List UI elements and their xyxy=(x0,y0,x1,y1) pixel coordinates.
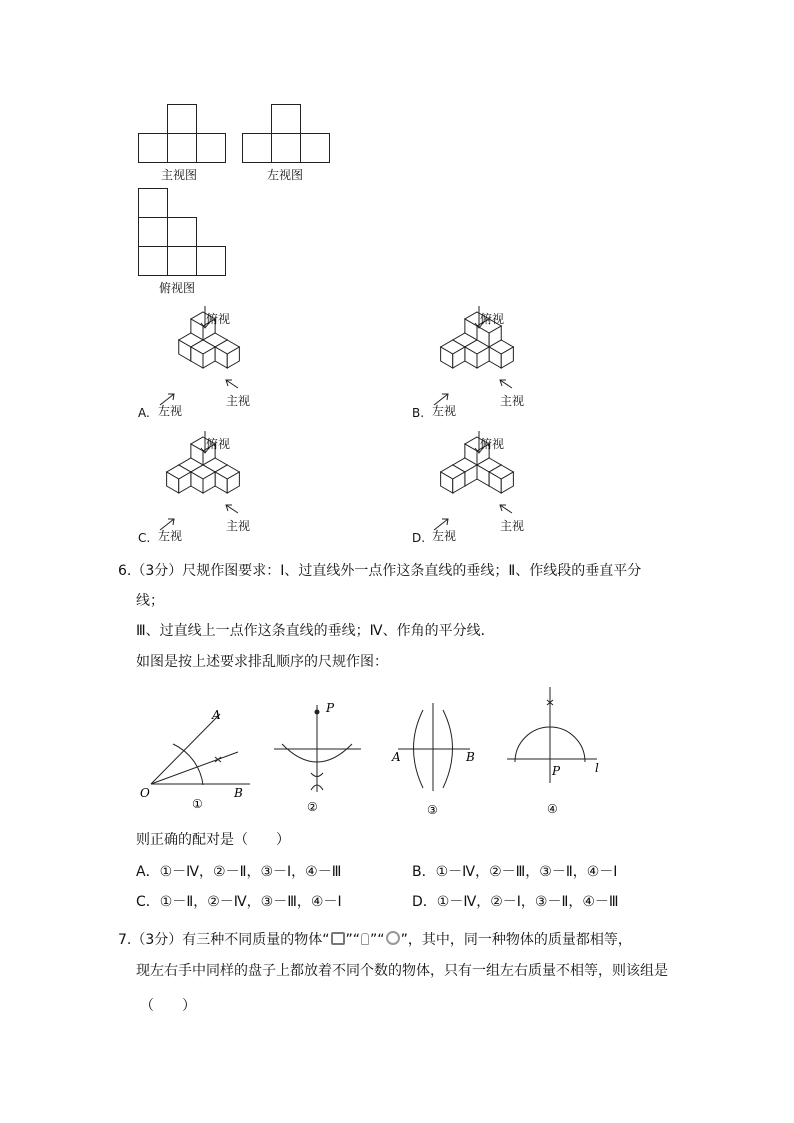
q6-line4: 如图是按上述要求排乱顺序的尺规作图： xyxy=(136,654,388,670)
left-view-label: 左视图 xyxy=(267,168,304,182)
top-view-label: 俯视 xyxy=(480,437,505,451)
q6-option-a[interactable]: A．①－Ⅳ，②－Ⅱ，③－Ⅰ，④－Ⅲ xyxy=(136,864,342,880)
figure-4-perpendicular-at-point xyxy=(505,685,615,815)
label-A: A xyxy=(212,708,221,722)
label-P: P xyxy=(326,701,335,715)
front-view-arrow-icon xyxy=(500,505,512,513)
q7-line2: 现左右手中同样的盘子上都放着不同个数的物体，只有一组左右质量不相等，则该组是 xyxy=(136,963,668,979)
label-l: l xyxy=(595,761,599,775)
q6-line1: 6.（3分）尺规作图要求：Ⅰ、过直线外一点作这条直线的垂线；Ⅱ、作线段的垂直平分 xyxy=(118,563,642,579)
left-view-label: 左视 xyxy=(158,529,183,543)
figure-number-4: ④ xyxy=(547,802,558,816)
left-view-figure xyxy=(242,104,332,164)
q7-line3: （ ） xyxy=(140,998,196,1014)
left-view-label: 左视 xyxy=(158,404,183,418)
q5-option-a[interactable]: A. xyxy=(138,406,150,420)
front-view-arrow-icon xyxy=(226,380,238,388)
label-O: O xyxy=(140,786,150,800)
top-view-label: 俯视图 xyxy=(159,281,196,295)
figure-3-perpendicular-bisector xyxy=(390,700,490,815)
quote-separator: ”“ xyxy=(370,932,385,948)
front-view-label: 主视 xyxy=(226,394,251,408)
label-A: A xyxy=(392,750,401,764)
top-view-label: 俯视 xyxy=(206,437,231,451)
top-view-figure xyxy=(138,188,228,278)
q5-option-d[interactable]: D. xyxy=(412,531,426,545)
figure-1-angle-bisector xyxy=(140,700,260,815)
front-view-label: 主视图 xyxy=(161,168,198,182)
figure-number-1: ① xyxy=(192,797,203,811)
figure-number-3: ③ xyxy=(427,803,438,817)
q7-line1 xyxy=(118,931,632,949)
left-view-label: 左视 xyxy=(432,404,457,418)
sphere-object-icon xyxy=(386,931,400,945)
top-view-label: 俯视 xyxy=(206,312,231,326)
quote-separator: ”“ xyxy=(345,932,361,948)
q7-suffix: ”，其中，同一种物体的质量都相等， xyxy=(400,932,632,948)
q6-option-d[interactable]: D．①－Ⅳ，②－Ⅰ，③－Ⅱ，④－Ⅲ xyxy=(412,894,619,910)
q5-option-b[interactable]: B. xyxy=(412,406,425,420)
q6-line3: Ⅲ、过直线上一点作这条直线的垂线；Ⅳ、作角的平分线． xyxy=(136,623,495,639)
front-view-label: 主视 xyxy=(500,394,525,408)
left-view-label: 左视 xyxy=(432,529,457,543)
label-B: B xyxy=(466,750,475,764)
q6-question: 则正确的配对是（ ） xyxy=(136,832,290,848)
q6-line2: 线； xyxy=(136,593,164,609)
cylinder-object-icon xyxy=(361,933,369,945)
q5-option-c[interactable]: C. xyxy=(138,531,151,545)
front-view-arrow-icon xyxy=(500,380,512,388)
label-P: P xyxy=(552,764,561,778)
figure-number-2: ② xyxy=(307,800,318,814)
label-B: B xyxy=(234,786,243,800)
q6-option-b[interactable]: B．①－Ⅳ，②－Ⅲ，③－Ⅱ，④－Ⅰ xyxy=(412,864,618,880)
q7-prefix: 7.（3分）有三种不同质量的物体“ xyxy=(118,932,330,948)
front-view-figure xyxy=(138,104,228,164)
front-view-label: 主视 xyxy=(500,519,525,533)
front-view-label: 主视 xyxy=(226,519,251,533)
front-view-arrow-icon xyxy=(226,505,238,513)
top-view-label: 俯视 xyxy=(480,312,505,326)
figure-2-perpendicular-from-point xyxy=(270,700,370,815)
q6-option-c[interactable]: C．①－Ⅱ，②－Ⅳ，③－Ⅲ，④－Ⅰ xyxy=(136,894,342,910)
cube-object-icon xyxy=(331,932,345,945)
